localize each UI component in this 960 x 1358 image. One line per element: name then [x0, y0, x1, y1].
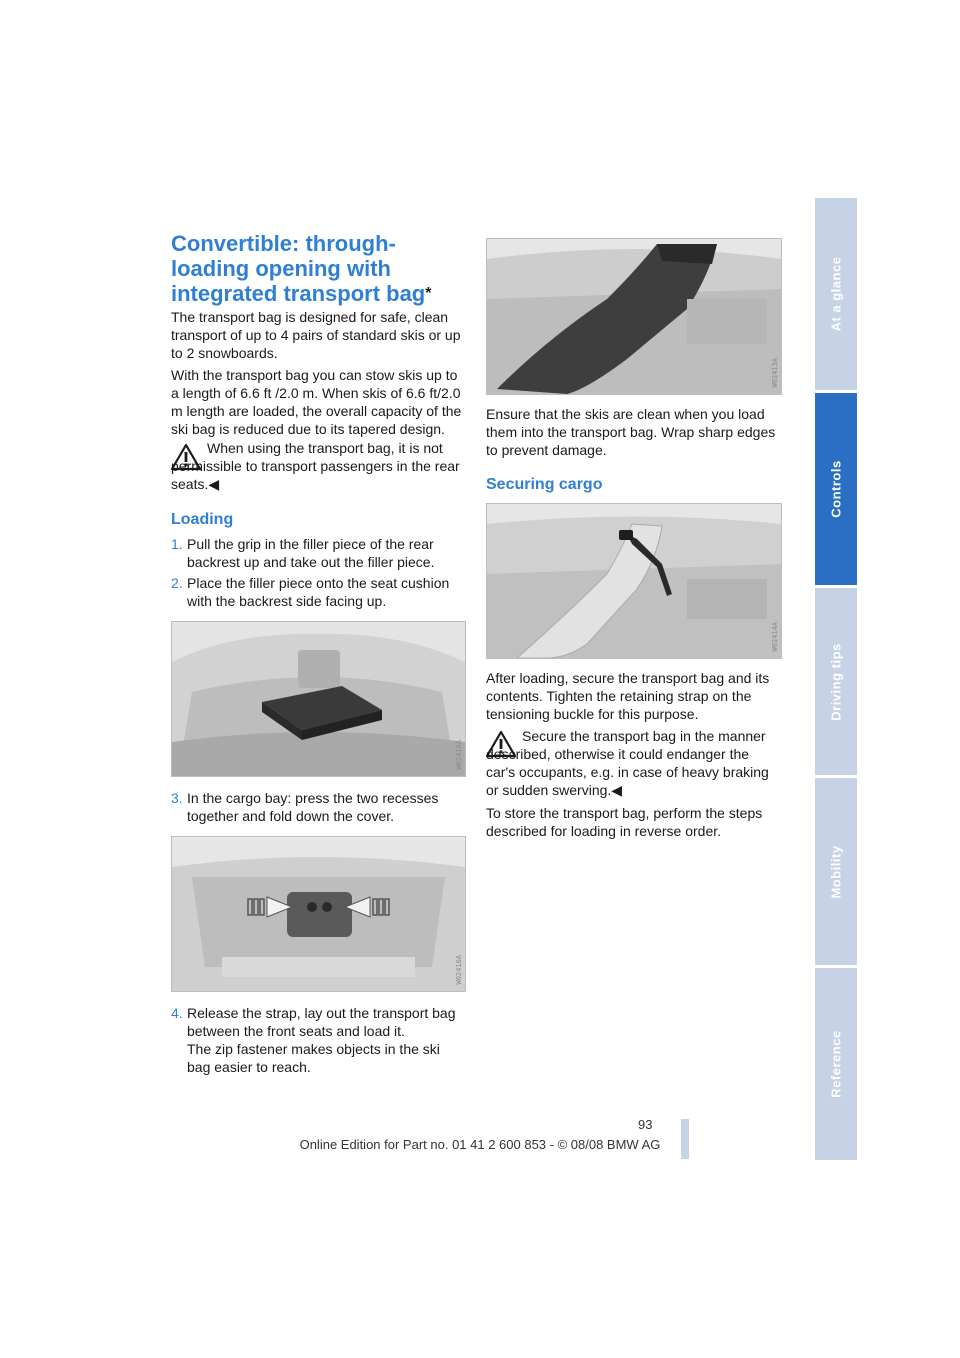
- skis-clean-note: Ensure that the skis are clean when you load them into the transport bag. Wrap sharp edges to prevent damage.: [486, 406, 776, 458]
- store-bag-text: To store the transport bag, perform the steps described for loading in reverse order.: [486, 805, 763, 839]
- step-number: 1.: [171, 536, 183, 552]
- securing-cargo-heading: Securing cargo: [486, 476, 603, 493]
- photo-filler-piece-on-seat: [171, 621, 466, 777]
- section-title: [171, 231, 471, 306]
- warning-note-securing: Secure the transport bag in the manner described, otherwise it could endanger the car's occupants, e.g. in case of heavy braking or sudden swerving.◀: [486, 728, 769, 798]
- tab-driving-tips[interactable]: [815, 588, 857, 778]
- tab-mobility[interactable]: [815, 778, 857, 968]
- tab-label: Driving tips: [828, 642, 844, 721]
- ski-bag-illustration: [487, 239, 781, 394]
- step-number: 3.: [171, 790, 183, 806]
- loading-step-4: [171, 1004, 463, 1040]
- tab-at-a-glance[interactable]: [815, 198, 857, 393]
- loading-step-2: [171, 574, 463, 610]
- step-text: Pull the grip in the filler piece of the rear backrest up and take out the filler piece.: [187, 536, 435, 570]
- tab-reference[interactable]: [815, 968, 857, 1160]
- tab-label: Controls: [828, 460, 844, 518]
- cargo-bay-illustration: [172, 837, 465, 991]
- step-number: 4.: [171, 1005, 183, 1021]
- photo-transport-bag-loaded: [486, 238, 782, 395]
- intro-paragraph-2: With the transport bag you can stow skis up to a length of 6.6 ft /2.0 m. When skis of 6.6 ft/2.0 m length are loaded, the overall capacity of the ski bag is reduced due to its tapered design.: [171, 367, 462, 437]
- photo-cargo-bay-cover: [171, 836, 466, 992]
- tab-label: Reference: [828, 1030, 844, 1098]
- step-number: 2.: [171, 575, 183, 591]
- photo-code: W02410A: [455, 740, 463, 770]
- step-text: Release the strap, lay out the transport bag between the front seats and load it.: [187, 1005, 456, 1039]
- loading-heading: Loading: [171, 511, 234, 528]
- tab-label: Mobility: [828, 844, 844, 899]
- securing-cargo-text: After loading, secure the transport bag and its contents. Tighten the retaining strap on the tensioning buckle for this purpose.: [486, 670, 770, 722]
- photo-code: W02413A: [771, 358, 779, 388]
- loading-step-4-note: The zip fastener makes objects in the ski bag easier to reach.: [187, 1041, 440, 1075]
- loading-step-1: [171, 535, 463, 571]
- step-text: In the cargo bay: press the two recesses together and fold down the cover.: [187, 790, 439, 824]
- step-text: Place the filler piece onto the seat cushion with the backrest side facing up.: [187, 575, 450, 609]
- rear-seat-illustration: [172, 622, 465, 776]
- section-title-text: Convertible: through-loading opening with integrated transport bag: [171, 231, 426, 306]
- strap-illustration: [487, 504, 781, 658]
- optional-equipment-star: *: [425, 285, 432, 302]
- photo-code: W02416A: [455, 955, 463, 985]
- tab-label: At a glance: [828, 256, 844, 332]
- footer-edition-text: Online Edition for Part no. 01 41 2 600 853 - © 08/08 BMW AG: [299, 1137, 661, 1152]
- loading-step-3: [171, 789, 463, 825]
- intro-paragraph-1: The transport bag is designed for safe, clean transport of up to 4 pairs of standard skis or up to 2 snowboards.: [171, 309, 461, 361]
- photo-securing-strap: [486, 503, 782, 659]
- photo-code: W02414A: [771, 622, 779, 652]
- warning-note-passengers: When using the transport bag, it is not permissible to transport passengers in the rear seats.◀: [171, 440, 460, 492]
- tab-controls[interactable]: [815, 393, 857, 588]
- page-number: 93: [638, 1117, 653, 1132]
